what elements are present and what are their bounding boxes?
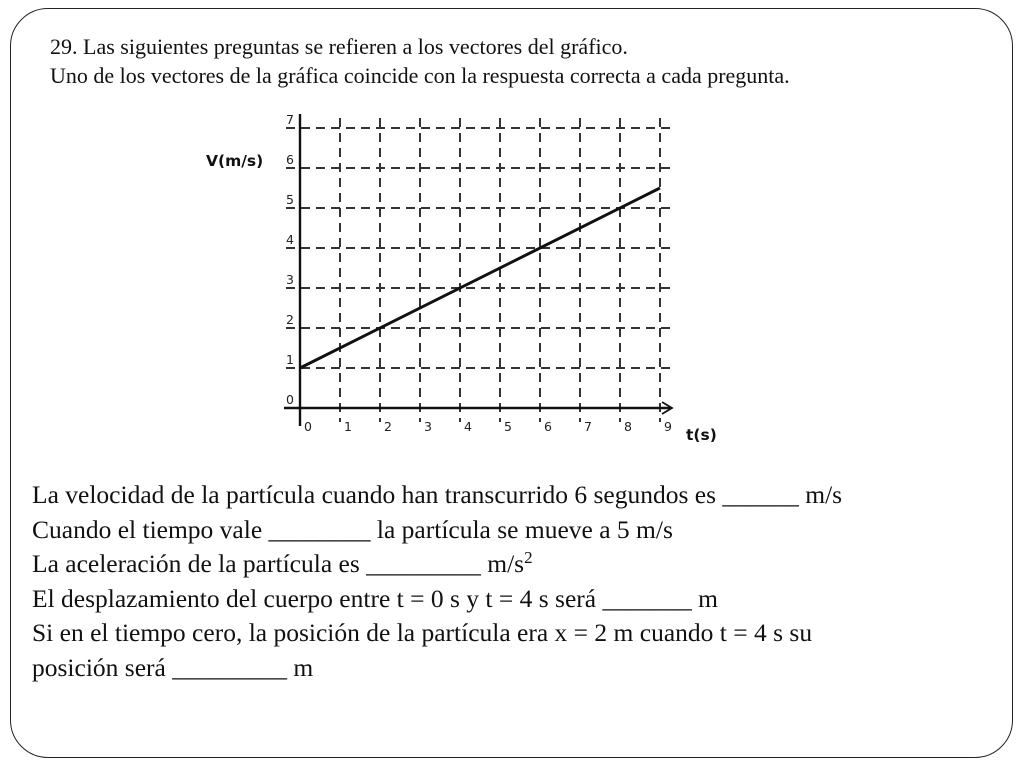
question-5-line-2: posición será _________ m (32, 652, 314, 682)
y-tick-label-4: 4 (286, 232, 294, 247)
question-2: Cuando el tiempo vale ________ la partícula se mueve a 5 m/s (32, 514, 673, 544)
question-header (50, 32, 1010, 90)
x-tick-label-9: 9 (664, 419, 672, 434)
x-tick-label-1: 1 (344, 419, 352, 434)
x-tick-label-7: 7 (584, 419, 592, 434)
question-3-exponent: 2 (524, 548, 533, 567)
series-line-0 (300, 188, 660, 368)
y-tick-label-5: 5 (286, 192, 294, 207)
header-line-1: 29. Las siguientes preguntas se refieren a los vectores del gráfico. (50, 34, 628, 59)
x-tick-label-4: 4 (464, 419, 472, 434)
x-tick-label-6: 6 (544, 419, 552, 434)
series (300, 188, 660, 368)
axes (284, 114, 672, 426)
question-3-text: La aceleración de la partícula es _________ m/s (32, 549, 525, 578)
x-axis-label: t(s) (686, 426, 717, 444)
y-tick-label-6: 6 (286, 152, 294, 167)
y-tick-label-3: 3 (286, 272, 294, 287)
questions-block (32, 478, 1012, 685)
y-tick-label-7: 7 (286, 112, 294, 127)
tick-labels (286, 112, 672, 434)
x-tick-label-5: 5 (504, 419, 512, 434)
x-tick-label-0: 0 (304, 419, 312, 434)
question-5-line-1: Si en el tiempo cero, la posición de la partícula era x = 2 m cuando t = 4 s su (32, 618, 813, 647)
question-1: La velocidad de la partícula cuando han transcurrido 6 segundos es ______ m/s (32, 480, 843, 509)
y-tick-label-0: 0 (286, 392, 294, 407)
y-tick-label-2: 2 (286, 312, 294, 327)
velocity-time-chart (200, 108, 717, 448)
x-tick-label-8: 8 (624, 419, 632, 434)
question-3 (32, 547, 1012, 582)
grid (286, 118, 672, 422)
x-tick-label-2: 2 (384, 419, 392, 434)
question-4: El desplazamiento del cuerpo entre t = 0 s y t = 4 s será _______ m (32, 583, 718, 613)
header-line-2: Uno de los vectores de la gráfica coincide con la respuesta correcta a cada pregunta. (50, 63, 790, 88)
x-tick-label-3: 3 (424, 419, 432, 434)
y-tick-label-1: 1 (286, 352, 294, 367)
y-axis-label: V(m/s) (206, 152, 264, 170)
